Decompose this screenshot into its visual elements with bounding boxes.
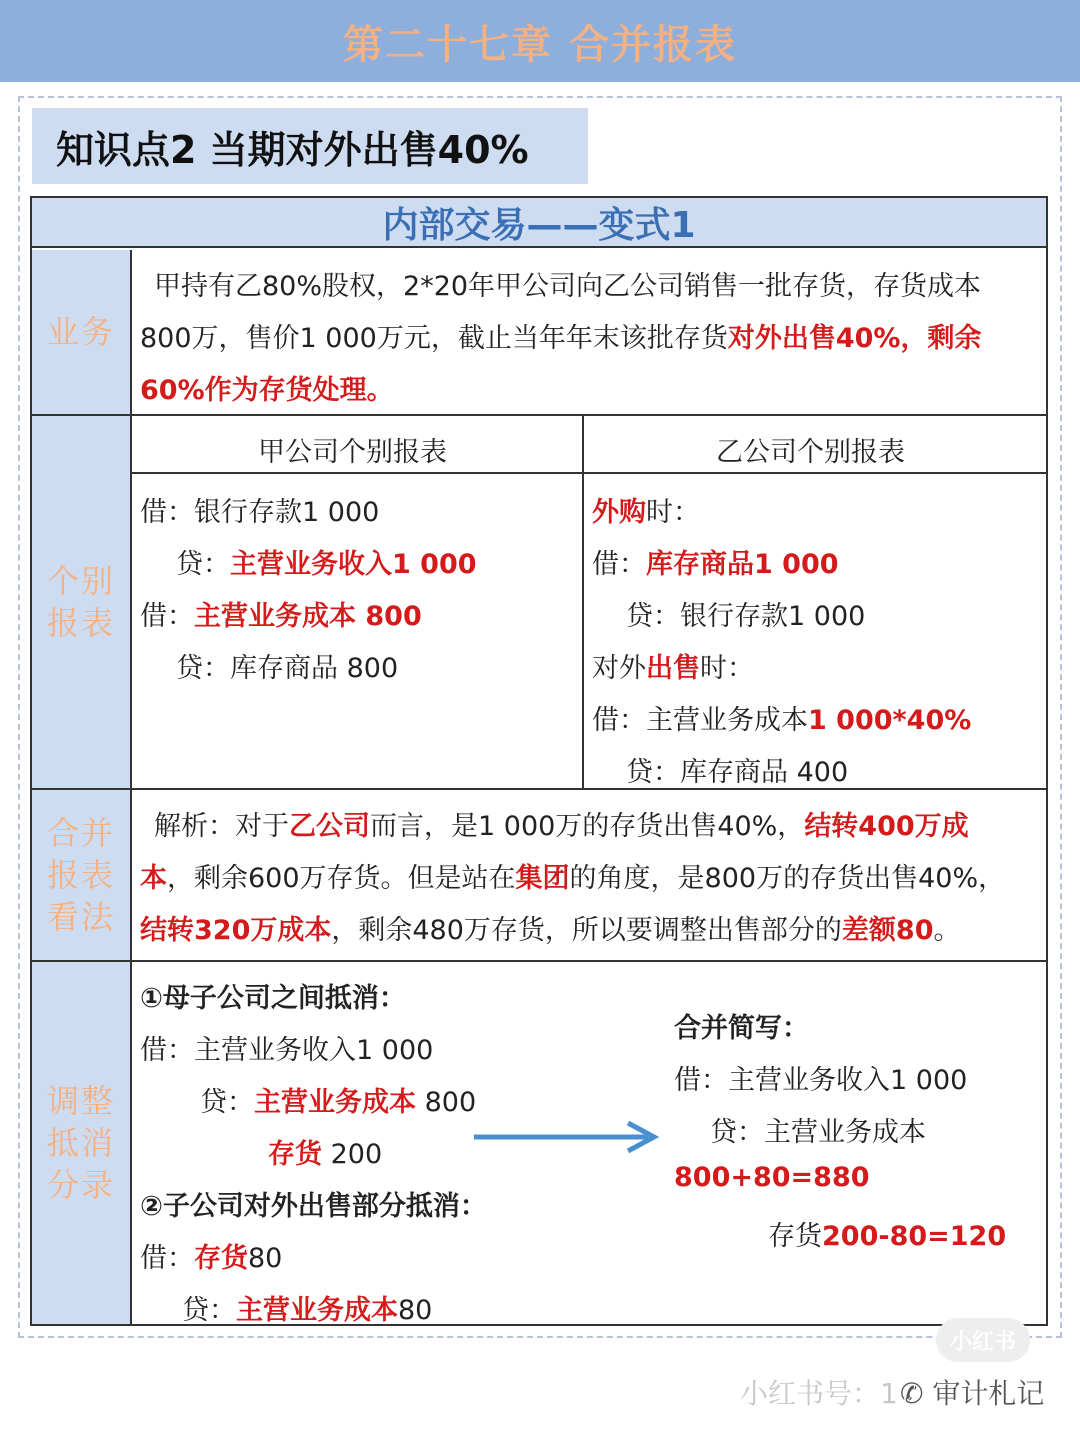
merge-l2: 贷：主营业务成本: [710, 1117, 926, 1148]
business-p3a: 60%作为存货处理。: [140, 375, 394, 406]
xiaohongshu-badge-text: 小红书: [949, 1329, 1016, 1355]
yi-l5a: 借：主营业务成本: [592, 705, 808, 736]
adjust-s1-line-3: [268, 1132, 382, 1171]
merge-line-4: [768, 1214, 1006, 1253]
jia-header-text: 甲公司个别报表: [258, 437, 447, 468]
adjust-s1-l2c: 800: [416, 1087, 477, 1118]
merge-line-1: [674, 1058, 967, 1097]
right-arrow-icon: [472, 1120, 662, 1154]
merge-line-2: [710, 1110, 926, 1149]
view-c1: 结转320万成本: [140, 915, 332, 946]
business-line-3: [140, 368, 394, 407]
yi-l4b: 出售: [646, 653, 700, 684]
jia-l1: 借：银行存款1 000: [140, 497, 380, 528]
jia-l4: 贷：库存商品 800: [176, 653, 399, 684]
jia-header: [258, 430, 447, 469]
yi-header-text: 乙公司个别报表: [716, 437, 905, 468]
yi-header: [716, 430, 905, 469]
adjust-s2-l1b: 存货: [194, 1243, 248, 1274]
watermark-id-text: 小红书号：1: [740, 1377, 898, 1410]
adjust-s1-l2b: 主营业务成本: [254, 1087, 416, 1118]
merge-l4b: 200-80=120: [822, 1221, 1007, 1252]
yi-l1b: 时：: [646, 497, 700, 528]
adjust-s1-line-1: [140, 1028, 433, 1067]
jia-l2b: 主营业务收入1 000: [230, 549, 477, 580]
yi-line-4: [592, 646, 754, 685]
jia-line-1: [140, 490, 379, 529]
knowledge-point-title: 知识点2 当期对外出售40%: [56, 127, 529, 172]
adjust-s1-l3a: 存货: [268, 1139, 322, 1170]
adjust-s2-title: ②子公司对外出售部分抵消：: [140, 1191, 487, 1222]
adjust-s2-line-1: [140, 1236, 282, 1275]
wechat-icon: ✆: [900, 1377, 924, 1410]
yi-l2a: 借：: [592, 549, 646, 580]
adjust-section-1-title: [140, 976, 406, 1015]
watermark-account-text: 审计札记: [932, 1377, 1045, 1410]
adjust-s2-l1c: 80: [248, 1243, 283, 1274]
label-view: [32, 790, 132, 960]
adjust-s2-l1a: 借：: [140, 1243, 194, 1274]
jia-line-3: [140, 594, 422, 633]
yi-l5b: 1 000*40%: [808, 705, 972, 736]
view-line-1: [154, 804, 969, 843]
adjust-s1-line-2: [200, 1080, 476, 1119]
watermark-id: [740, 1372, 898, 1412]
adjust-s1-l3b: 200: [322, 1139, 383, 1170]
table-title-bar: [32, 198, 1046, 248]
subheader-divider: [132, 472, 1046, 474]
adjust-s2-l2c: 80: [398, 1295, 433, 1326]
view-c4: 。: [933, 915, 961, 946]
merge-line-3: [674, 1162, 870, 1193]
yi-l6: 贷：库存商品 400: [626, 757, 849, 788]
yi-l4a: 对外: [592, 653, 646, 684]
label-business-text: 业务: [46, 313, 115, 351]
merge-title-text: 合并简写：: [674, 1013, 809, 1044]
label-view-text: 合并报表看法: [46, 814, 115, 936]
label-individual-text: 个别报表: [46, 562, 115, 642]
view-line-3: [140, 908, 961, 947]
business-p2a: 800万，售价1 000万元，截止当年年末该批存货: [140, 323, 728, 354]
adjust-s2-l2a: 贷：: [182, 1295, 236, 1326]
view-c3: 差额80: [841, 915, 934, 946]
label-individual: [32, 416, 132, 788]
row-divider: [32, 788, 1046, 790]
yi-line-5: [592, 698, 971, 737]
jia-line-4: [176, 646, 398, 685]
jia-l3a: 借：: [140, 601, 194, 632]
business-p1: 甲持有乙80%股权，2*20年甲公司向乙公司销售一批存货，存货成本: [154, 271, 982, 302]
column-divider: [582, 416, 584, 788]
row-divider: [32, 414, 1046, 416]
chapter-title: 第二十七章 合并报表: [343, 21, 737, 68]
view-line-2: [140, 856, 1005, 895]
view-a3: 而言，是1 000万的存货出售40%，: [370, 811, 805, 842]
chapter-banner: [0, 0, 1080, 82]
yi-l4c: 时：: [700, 653, 754, 684]
view-a1: 解析：对于: [154, 811, 289, 842]
adjust-s1-l2a: 贷：: [200, 1087, 254, 1118]
yi-line-2: [592, 542, 839, 581]
merge-l4a: 存货: [768, 1221, 822, 1252]
business-line-1: [154, 264, 981, 303]
adjust-s1-title: ①母子公司之间抵消：: [140, 983, 406, 1014]
jia-l2a: 贷：: [176, 549, 230, 580]
yi-l1a: 外购: [592, 497, 646, 528]
jia-line-2: [176, 542, 477, 581]
main-table: [30, 196, 1048, 1326]
yi-l3: 贷：银行存款1 000: [626, 601, 866, 632]
watermark-account: [900, 1372, 1044, 1412]
adjust-s2-l2b: 主营业务成本: [236, 1295, 398, 1326]
knowledge-point-box: [32, 108, 588, 184]
merge-l3: 800+80=880: [674, 1162, 870, 1193]
label-adjust: [32, 962, 132, 1324]
xiaohongshu-badge: [936, 1318, 1030, 1362]
label-adjust-text: 调整抵消分录: [46, 1082, 115, 1204]
row-divider: [32, 960, 1046, 962]
adjust-section-2-title: [140, 1184, 487, 1223]
business-line-2: [140, 316, 981, 355]
adjust-s1-l1: 借：主营业务收入1 000: [140, 1035, 434, 1066]
merge-l1: 借：主营业务收入1 000: [674, 1065, 968, 1096]
yi-line-3: [626, 594, 865, 633]
view-b2: ，剩余600万存货。但是站在: [167, 863, 516, 894]
business-p2b: 对外出售40%，剩余: [727, 323, 982, 354]
view-a2: 乙公司: [289, 811, 370, 842]
merge-title: [674, 1006, 809, 1045]
jia-l3b: 主营业务成本 800: [194, 601, 422, 632]
view-b3: 集团: [515, 863, 570, 894]
adjust-s2-line-2: [182, 1288, 432, 1327]
table-title: 内部交易——变式1: [382, 204, 696, 246]
label-business: [32, 250, 132, 414]
yi-line-1: [592, 490, 700, 529]
view-c2: ，剩余480万存货，所以要调整出售部分的: [331, 915, 842, 946]
view-a4: 结转400万成: [804, 811, 969, 842]
yi-line-6: [626, 750, 848, 789]
view-b1: 本: [140, 863, 167, 894]
view-b4: 的角度，是800万的存货出售40%，: [569, 863, 1006, 894]
yi-l2b: 库存商品1 000: [646, 549, 839, 580]
